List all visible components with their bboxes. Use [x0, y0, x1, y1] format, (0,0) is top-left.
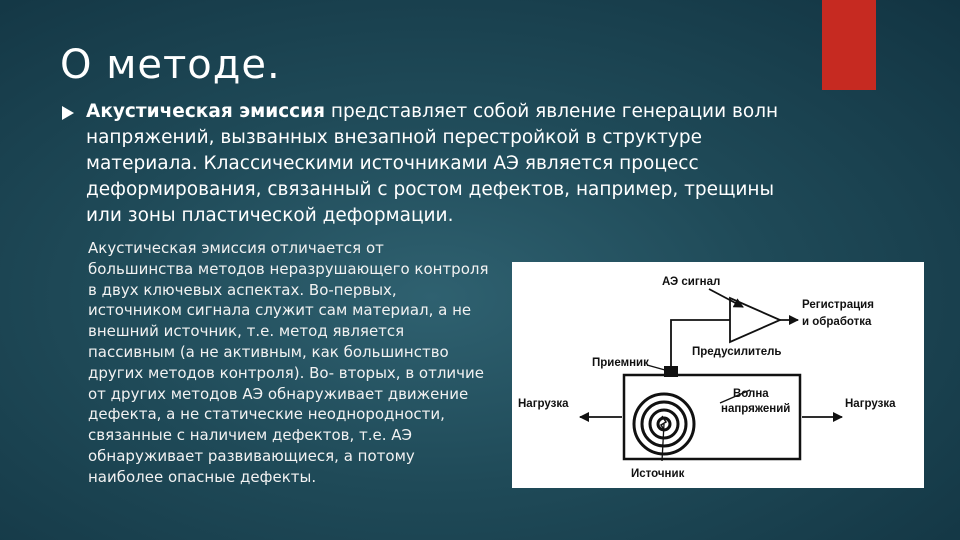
load-left-label: Нагрузка: [518, 398, 569, 410]
body-paragraph: Акустическая эмиссия отличается от большинства методов неразрушающего контроля в двух ключевых аспектах. Во-первых, источником сигнала служит сам материал, а не внешний источник, т.е. метод является пассивным (а не активным, как большинство других методов контроля). Во- вторых, в отличие от других методов АЭ обнаруживает движение дефекта, а не статические неоднородности, связанные с наличием дефектов, т.е. АЭ обнаруживает развивающиеся, а потому наиболее опасные дефекты.: [88, 239, 489, 486]
bullet-arrow-icon: [62, 106, 74, 120]
wave-label-2: напряжений: [721, 403, 791, 415]
registration-label-1: Регистрация: [802, 299, 874, 311]
slide-title: О методе.: [60, 42, 281, 88]
registration-label-2: и обработка: [802, 316, 872, 328]
source-label: Источник: [631, 468, 685, 480]
signal-label: АЭ сигнал: [662, 276, 721, 288]
preamp-label: Предусилитель: [692, 346, 782, 358]
ae-diagram-svg: [512, 262, 924, 488]
bullet-paragraph: [86, 99, 786, 229]
receiver-label: Приемник: [592, 357, 649, 369]
accent-bar: [822, 0, 876, 90]
ae-diagram: [512, 262, 924, 488]
load-right-label: Нагрузка: [845, 398, 896, 410]
receiver-leader: [647, 365, 665, 370]
bullet-bold-term: Акустическая эмиссия: [86, 101, 325, 122]
wave-label-1: Волна: [733, 388, 769, 400]
receiver-sensor: [664, 366, 678, 377]
signal-wire: [671, 320, 730, 366]
bullet-text: представляет собой явление генерации волн напряжений, вызванных внезапной перестройкой в структуре материала. Классическими источниками АЭ является процесс деформирования, связанный с ростом дефектов, например, трещины или зоны пластической деформации.: [86, 101, 779, 226]
signal-arrow: [709, 289, 743, 307]
